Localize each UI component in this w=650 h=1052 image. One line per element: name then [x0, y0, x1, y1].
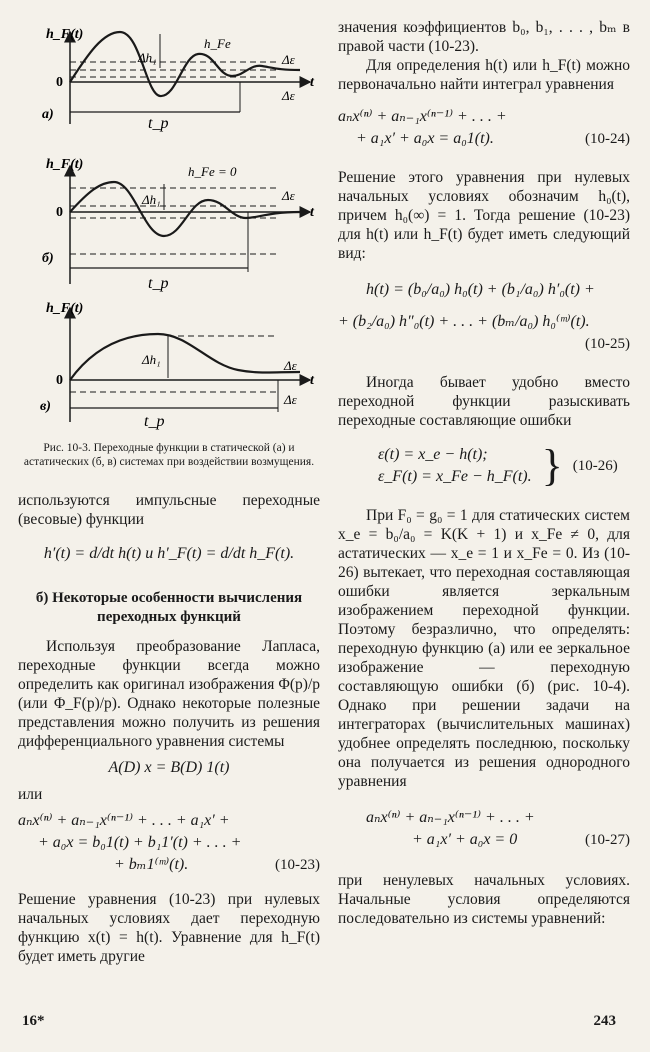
- panel-a-tp: t_p: [148, 115, 169, 132]
- equation-line: aₙx⁽ⁿ⁾ + aₙ₋₁x⁽ⁿ⁻¹⁾ + . . . +: [338, 108, 507, 125]
- panel-b-tp: t_p: [148, 275, 169, 292]
- panel-a-dh: Δh₁: [138, 50, 157, 65]
- equation-line: + a₁x′ + a₀x = a₀1(t).: [356, 130, 494, 147]
- paragraph: Решение уравнения (10-23) при нулевых начальных условиях дает переходную функцию x(t) = h(t). Уравнение для h_F(t) будет иметь другие: [18, 891, 320, 965]
- panel-c-tp: t_p: [144, 413, 165, 430]
- panel-b: [42, 157, 315, 292]
- left-column: [18, 14, 320, 966]
- panel-b-label: б): [42, 251, 54, 266]
- panel-a-label: а): [42, 107, 54, 122]
- panel-c-ylabel: h_F(t): [46, 301, 84, 316]
- panel-b-hfe: h_Fe = 0: [188, 164, 237, 179]
- panel-a: [42, 27, 315, 132]
- equation-10-27: [338, 807, 630, 851]
- equation-line: + bₘ1⁽ᵐ⁾(t).: [114, 856, 189, 873]
- panel-c-tlabel: t: [310, 373, 314, 388]
- paragraph: Для определения h(t) или h_F(t) можно первоначально найти интеграл уравнения: [338, 57, 630, 93]
- equation-number: (10-24): [585, 131, 630, 147]
- panel-b-dh: Δh₁: [142, 192, 161, 207]
- page-folio-right: 243: [593, 1013, 616, 1029]
- curve-b: [70, 182, 300, 236]
- equation-line: + a₁x′ + a₀x = 0: [412, 831, 518, 848]
- panel-a-ylabel: h_F(t): [46, 27, 84, 42]
- equation-line: + (b₂/a₀) h″₀(t) + . . . + (bₘ/a₀) h₀⁽ᵐ⁾(t).: [338, 313, 590, 330]
- panel-c: [40, 301, 315, 430]
- figure-10-3: [18, 14, 320, 434]
- panel-a-eps2: Δε: [282, 88, 295, 103]
- equation-number: (10-25): [585, 336, 630, 352]
- panel-a-hfe: h_Fe: [204, 36, 231, 51]
- curve-a: [70, 32, 300, 96]
- panel-c-label: в): [40, 399, 51, 414]
- equation-line: ε(t) = x_e − h(t);: [378, 446, 488, 463]
- equation-number: (10-27): [585, 832, 630, 848]
- curve-c: [70, 334, 300, 380]
- equation-number: (10-26): [572, 458, 618, 474]
- equation-line: aₙx⁽ⁿ⁾ + aₙ₋₁x⁽ⁿ⁻¹⁾ + . . . + a₁x′ +: [18, 812, 230, 829]
- panel-b-tlabel: t: [310, 205, 314, 220]
- paragraph: Используя преобразование Лапласа, переходные функции всегда можно определить как оригинал изображения Φ(p)/p (или Φ_F(p)/p). Однако некоторые полезные представления можно получить из решения дифференциального уравнения системы: [18, 638, 320, 750]
- paragraph: значения коэффициентов b₀, b₁, . . . , bₘ в правой части (10-23).: [338, 19, 630, 55]
- paragraph: используются импульсные переходные (весовые) функции: [18, 492, 320, 528]
- page-folio-left: 16*: [22, 1013, 45, 1029]
- equation-system: A(D) x = B(D) 1(t): [108, 759, 230, 776]
- paragraph: При F₀ = g₀ = 1 для статических систем x_e = b₀/a₀ = K(K + 1) и x_Fe ≠ 0, для астатических — x_e = 1 и x_Fe = 0. Из (10-26) вытекает, что переходная составляющая ошибки является зеркальным изображением переходной функции. Поэтому безразлично, что определять: переходную функцию (а) или ее зеркальное изображение — переходную составляющую ошибки (б) (рис. 10-4). Однако при решении задачи на интеграторах (вычислительных машинах) удобнее определять последнюю, поскольку она получается из решения однородного уравнения: [338, 507, 630, 790]
- paragraph: при ненулевых начальных условиях. Начальные условия определяются последовательно из системы уравнений:: [338, 872, 630, 927]
- equation-line: h(t) = (b₀/a₀) h₀(t) + (b₁/a₀) h′₀(t) +: [366, 281, 595, 298]
- right-column: [338, 18, 630, 928]
- paragraph: Иногда бывает удобно вместо переходной функции разыскивать переходные составляющие ошибки: [338, 374, 630, 429]
- panel-c-dh: Δh₁: [142, 352, 161, 367]
- paragraph: Решение этого уравнения при нулевых начальных условиях обозначим h₀(t), причем h₀(∞) = 1. Тогда решение (10-23) для h(t) или h_F(t) будет иметь следующий вид:: [338, 169, 630, 262]
- panel-c-eps1: Δε: [284, 358, 297, 373]
- panel-a-tlabel: t: [310, 75, 314, 90]
- equation-10-26: [338, 441, 630, 490]
- equation-10-24: [338, 106, 630, 150]
- equation-line: + a₀x = b₀1(t) + b₁1′(t) + . . . +: [38, 834, 242, 851]
- equation-10-25: [338, 279, 630, 355]
- brace-icon: }: [541, 441, 563, 490]
- panel-c-zero: 0: [56, 373, 63, 388]
- equation-number: (10-23): [275, 857, 320, 873]
- panel-b-ylabel: h_F(t): [46, 157, 84, 172]
- panel-b-zero: 0: [56, 205, 63, 220]
- equation-impulse: h′(t) = d/dt h(t) и h′_F(t) = d/dt h_F(t).: [43, 545, 295, 562]
- figure-caption: Рис. 10-3. Переходные функции в статической (а) и астатических (б, в) системах при воздействии возмущения.: [23, 442, 315, 468]
- section-heading: б) Некоторые особенности вычисления переходных функций: [35, 590, 303, 625]
- panel-a-zero: 0: [56, 75, 63, 90]
- equation-10-23: [18, 810, 320, 876]
- equation-line: aₙx⁽ⁿ⁾ + aₙ₋₁x⁽ⁿ⁻¹⁾ + . . . +: [366, 809, 535, 826]
- panel-b-eps1: Δε: [282, 188, 295, 203]
- paragraph: или: [18, 786, 43, 803]
- panel-a-eps1: Δε: [282, 52, 295, 67]
- equation-line: ε_F(t) = x_Fe − h_F(t).: [378, 468, 532, 485]
- panel-c-eps2: Δε: [284, 392, 297, 407]
